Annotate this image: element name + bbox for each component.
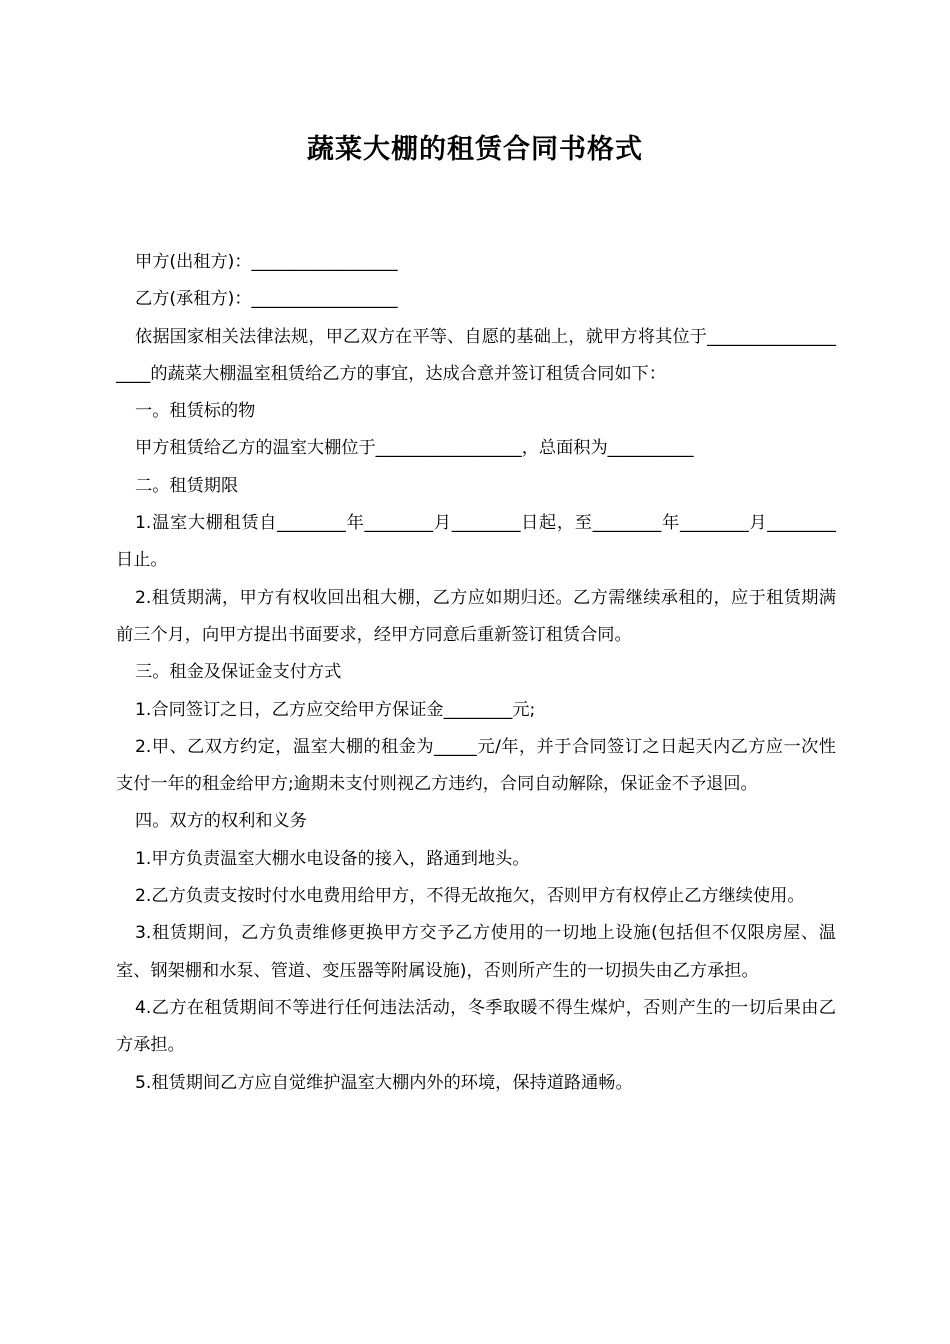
- payment-clause-1: 1.合同签订之日，乙方应交给甲方保证金________元;: [135, 699, 536, 720]
- rights-clause-2: 2.乙方负责支按时付水电费用给甲方，不得无故拖欠，否则甲方有权停止乙方继续使用。: [135, 886, 805, 907]
- rights-clause-1: 1.甲方负责温室大棚水电设备的接入，路通到地头。: [135, 848, 530, 869]
- section-heading-2: 二。租赁期限: [135, 475, 239, 496]
- document-body: [116, 244, 836, 1102]
- document-title: 蔬菜大棚的租赁合同书格式: [307, 134, 643, 165]
- rights-clause-5: 5.租赁期间乙方应自觉维护温室大棚内外的环境，保持道路通畅。: [135, 1072, 633, 1093]
- section-heading-3: 三。租金及保证金支付方式: [135, 662, 342, 683]
- lease-object-paragraph: 甲方租赁给乙方的温室大棚位于_________________，总面积为__________: [135, 438, 694, 459]
- lease-term-clause-1: 1.温室大棚租赁自________年________月________日起，至________年________月________日止。: [116, 513, 836, 571]
- section-heading-4: 四。双方的权利和义务: [135, 811, 307, 832]
- section-heading-1: 一。租赁标的物: [135, 401, 256, 422]
- rights-clause-4: 4.乙方在租赁期间不等进行任何违法活动，冬季取暖不得生煤炉，否则产生的一切后果由乙方承担。: [116, 997, 836, 1056]
- preamble-paragraph: 依据国家相关法律法规，甲乙双方在平等、自愿的基础上，就甲方将其位于___________________的蔬菜大棚温室租赁给乙方的事宜，达成合意并签订租赁合同如下：: [116, 326, 836, 384]
- party-b-line: 乙方(承租方)：_________________: [135, 289, 398, 310]
- rights-clause-3: 3.租赁期间，乙方负责维修更换甲方交予乙方使用的一切地上设施(包括但不仅限房屋、温室、钢架棚和水泵、管道、变压器等附属设施)，否则所产生的一切损失由乙方承担。: [116, 923, 836, 981]
- lease-term-clause-2: 2.租赁期满，甲方有权收回出租大棚，乙方应如期归还。乙方需继续承租的，应于租赁期满前三个月，向甲方提出书面要求，经甲方同意后重新签订租赁合同。: [116, 587, 836, 645]
- payment-clause-2: 2.甲、乙双方约定，温室大棚的租金为_____元/年，并于合同签订之日起天内乙方应一次性支付一年的租金给甲方;逾期未支付则视乙方违约，合同自动解除，保证金不予退回。: [116, 736, 836, 795]
- party-a-line: 甲方(出租方)：_________________: [135, 252, 398, 272]
